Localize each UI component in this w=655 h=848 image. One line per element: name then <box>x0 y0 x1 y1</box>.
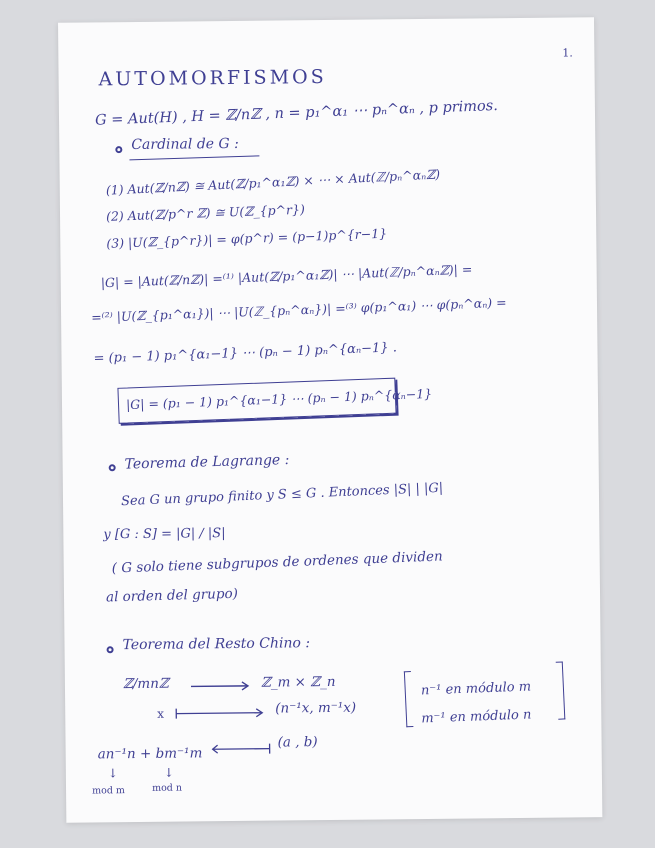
lagrange-statement: Sea G un grupo finito y S ≤ G . Entonces |S| | |G| <box>120 480 444 510</box>
chino-heading: Teorema del Resto Chino : <box>122 635 311 654</box>
mod-m-label: mod m <box>92 785 125 797</box>
arrow-down-icon-1: ↓ <box>107 766 119 781</box>
notebook-page <box>58 17 602 823</box>
cardinal-result: |G| = (p₁ − 1) p₁^{α₁−1} ⋯ (pₙ − 1) pₙ^{αₙ−1} <box>125 385 433 413</box>
lagrange-note-line-1: ( G solo tiene subgrupos de ordenes que dividen <box>111 548 443 577</box>
inverse-arrow-icon <box>212 743 272 756</box>
maps-to-arrow-icon <box>175 707 267 720</box>
lagrange-heading: Teorema de Lagrange : <box>124 451 290 473</box>
mod-n-label: mod n <box>151 782 183 794</box>
chino-inverse-expression: an⁻¹n + bm⁻¹m <box>97 745 203 763</box>
bracket-right <box>556 661 566 719</box>
cardinal-heading-underline <box>129 155 259 160</box>
bullet-chino <box>107 646 114 653</box>
cardinal-heading: Cardinal de G : <box>131 135 239 154</box>
definition-line: G = Aut(H) , H = ℤ/nℤ , n = p₁^α₁ ⋯ pₙ^αₙ , p primos. <box>94 97 499 129</box>
cardinal-property-2: (2) Aut(ℤ/p^r ℤ) ≅ U(ℤ_{p^r}) <box>105 201 306 224</box>
lagrange-note-line-2: al orden del grupo) <box>105 585 239 606</box>
cardinal-derivation-step-2: =⁽²⁾ |U(ℤ_{p₁^α₁})| ⋯ |U(ℤ_{pₙ^αₙ})| =⁽³⁾ φ(p₁^α₁) ⋯ φ(pₙ^αₙ) = <box>90 294 507 325</box>
chino-pair: (a , b) <box>277 734 318 751</box>
cardinal-derivation-step-1: |G| = |Aut(ℤ/nℤ)| =⁽¹⁾ |Aut(ℤ/p₁^α₁ℤ)| ⋯ |Aut(ℤ/pₙ^αₙℤ)| = <box>100 261 473 291</box>
page-number: 1. <box>562 46 573 60</box>
bracket-left <box>404 671 414 727</box>
chino-map-codomain: ℤ_m × ℤ_n <box>260 673 336 691</box>
inverse-note-n: m⁻¹ en módulo n <box>421 707 532 727</box>
chino-element-x: x <box>157 706 165 721</box>
cardinal-property-1: (1) Aut(ℤ/nℤ) ≅ Aut(ℤ/p₁^α₁ℤ) × ⋯ × Aut(ℤ/pₙ^αₙℤ) <box>105 166 441 198</box>
page-title: AUTOMORFISMOS <box>98 65 327 91</box>
cardinal-property-3: (3) |U(ℤ_{p^r})| = φ(p^r) = (p−1)p^{r−1} <box>106 225 388 251</box>
cardinal-derivation-step-3: = (p₁ − 1) p₁^{α₁−1} ⋯ (pₙ − 1) pₙ^{αₙ−1} . <box>93 340 398 367</box>
arrow-down-icon-2: ↓ <box>163 765 175 780</box>
bullet-cardinal <box>115 146 122 153</box>
lagrange-index-formula: y [G : S] = |G| / |S| <box>103 526 226 543</box>
chino-image-pair: (n⁻¹x, m⁻¹x) <box>275 699 357 717</box>
chino-map-domain: ℤ/mnℤ <box>122 675 169 693</box>
inverse-note-m: n⁻¹ en módulo m <box>420 679 532 699</box>
bullet-lagrange <box>109 464 116 471</box>
map-arrow-icon <box>191 681 253 692</box>
